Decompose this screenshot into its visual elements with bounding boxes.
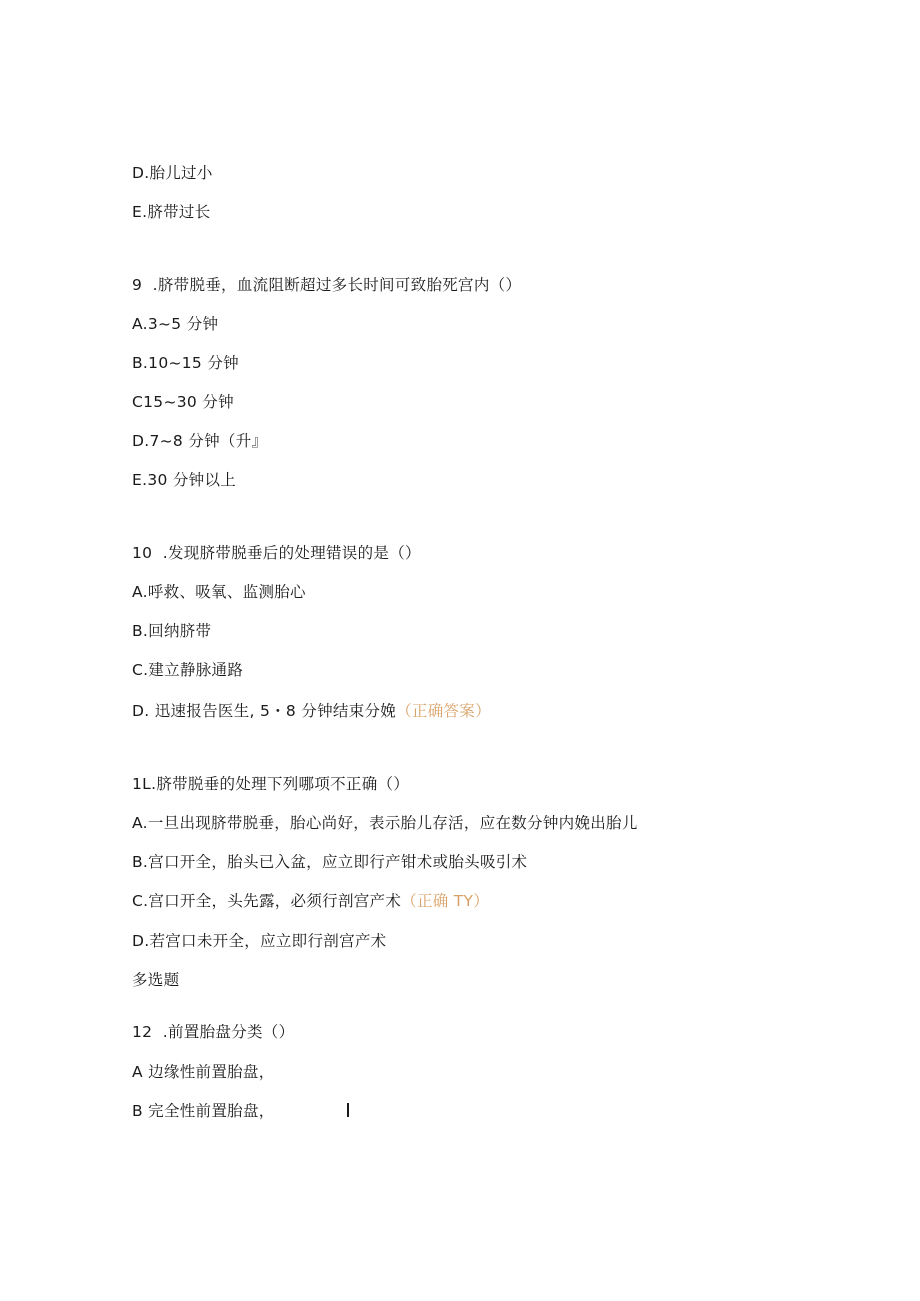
q9-option-c: C15~30 分钟	[132, 393, 234, 411]
section-heading-multi-choice: 多选题	[132, 971, 180, 989]
correct-answer-mark: （正确 TY）	[401, 892, 490, 910]
q9-option-e: E.30 分钟以上	[132, 471, 237, 489]
text-cursor-mark	[347, 1103, 349, 1117]
q11-option-c: C.宫口开全，头先露，必须行剖宫产术	[132, 892, 402, 910]
q9-question-stem: 9 .脐带脱垂，血流阻断超过多长时间可致胎死宫内（）	[132, 276, 522, 294]
q9-option-d: D.7~8 分钟（升』	[132, 432, 268, 450]
q10-option-b: B.回纳脐带	[132, 622, 212, 640]
correct-answer-mark: （正确答案）	[396, 702, 491, 720]
q11-option-b: B.宫口开全，胎头已入盆，应立即行产钳术或胎头吸引术	[132, 853, 528, 871]
q8-option-d: D.胎儿过小	[132, 164, 213, 182]
q11-question-stem: 1L.脐带脱垂的处理下列哪项不正确（）	[132, 775, 410, 793]
q11-option-a: A.一旦出现脐带脱垂，胎心尚好，表示胎儿存活，应在数分钟内娩出胎儿	[132, 814, 638, 832]
q11-option-d: D.若宫口未开全，应立即行剖宫产术	[132, 932, 387, 950]
q12-question-stem: 12 .前置胎盘分类（）	[132, 1023, 295, 1041]
q10-option-c: C.建立静脉通路	[132, 661, 244, 679]
q9-option-b: B.10~15 分钟	[132, 354, 239, 372]
q12-option-b: B 完全性前置胎盘，	[132, 1102, 275, 1120]
q10-question-stem: 10 .发现脐带脱垂后的处理错误的是（）	[132, 544, 421, 562]
q9-option-a: A.3~5 分钟	[132, 315, 219, 333]
q10-option-d-row	[132, 701, 491, 721]
q10-option-a: A.呼救、吸氧、监测胎心	[132, 583, 306, 601]
q10-option-d: D. 迅速报告医生, 5・8 分钟结束分娩	[132, 702, 397, 720]
q11-option-c-row	[132, 891, 489, 911]
q8-option-e: E.脐带过长	[132, 203, 211, 221]
q12-option-a: A 边缘性前置胎盘，	[132, 1063, 275, 1081]
